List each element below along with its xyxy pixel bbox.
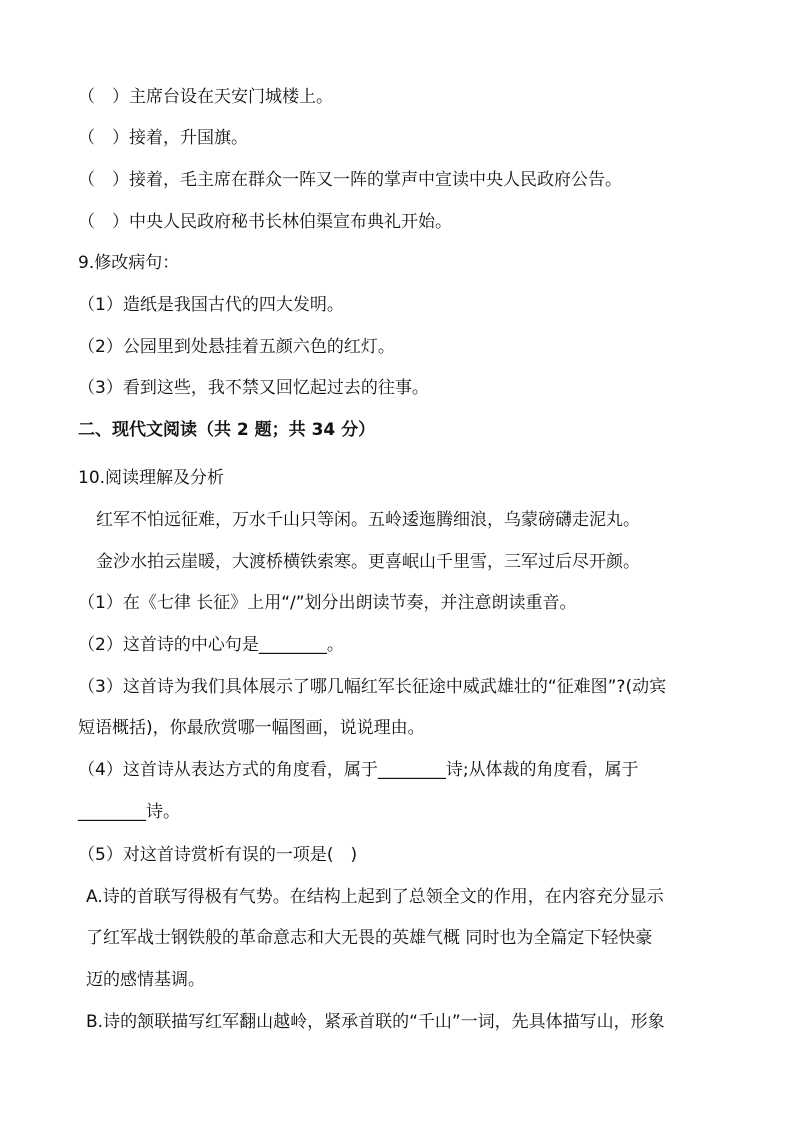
- section-heading: 二、现代文阅读（共 2 题；共 34 分）: [78, 420, 376, 440]
- question-9-item-3: （3）看到这些，我不禁又回忆起过去的往事。: [78, 378, 429, 398]
- option-a-line-2: 了红军战士钢铁般的革命意志和大无畏的英雄气概 同时也为全篇定下轻快豪: [86, 928, 653, 948]
- option-a-line-3: 迈的感情基调。: [86, 970, 205, 990]
- question-10-item-5: （5）对这首诗赏析有误的一项是( ): [78, 845, 358, 865]
- option-b-line-1: B.诗的颔联描写红军翻山越岭，紧承首联的“千山”一词，先具体描写山，形象: [86, 1012, 665, 1032]
- question-10-item-4-line-2: ________诗。: [78, 802, 180, 822]
- ordering-item-2: （ ）接着，升国旗。: [78, 128, 248, 148]
- question-10-item-3-line-1: （3）这首诗为我们具体展示了哪几幅红军长征途中威武雄壮的“征难图”?(动宾: [78, 677, 667, 697]
- question-9-item-1: （1）造纸是我国古代的四大发明。: [78, 295, 344, 315]
- ordering-item-3: （ ）接着，毛主席在群众一阵又一阵的掌声中宣读中央人民政府公告。: [78, 170, 622, 190]
- question-10-heading: 10.阅读理解及分析: [78, 468, 225, 488]
- question-10-item-1: （1）在《七律 长征》上用“/”划分出朗读节奏，并注意朗读重音。: [78, 593, 577, 613]
- ordering-item-1: （ ）主席台设在天安门城楼上。: [78, 87, 333, 107]
- question-10-item-4-line-1: （4）这首诗从表达方式的角度看，属于________诗;从体裁的角度看，属于: [78, 760, 639, 780]
- poem-line-2: 金沙水拍云崖暖，大渡桥横铁索寒。更喜岷山千里雪，三军过后尽开颜。: [96, 552, 640, 572]
- question-10-item-3-line-2: 短语概括)，你最欣赏哪一幅图画，说说理由。: [78, 718, 425, 738]
- ordering-item-4: （ ）中央人民政府秘书长林伯渠宣布典礼开始。: [78, 212, 452, 232]
- question-9-heading: 9.修改病句：: [78, 253, 180, 273]
- question-10-item-2: （2）这首诗的中心句是________。: [78, 635, 344, 655]
- option-a-line-1: A.诗的首联写得极有气势。在结构上起到了总领全文的作用，在内容充分显示: [86, 887, 664, 907]
- poem-line-1: 红军不怕远征难，万水千山只等闲。五岭逶迤腾细浪，乌蒙磅礴走泥丸。: [96, 510, 640, 530]
- question-9-item-2: （2）公园里到处悬挂着五颜六色的红灯。: [78, 337, 395, 357]
